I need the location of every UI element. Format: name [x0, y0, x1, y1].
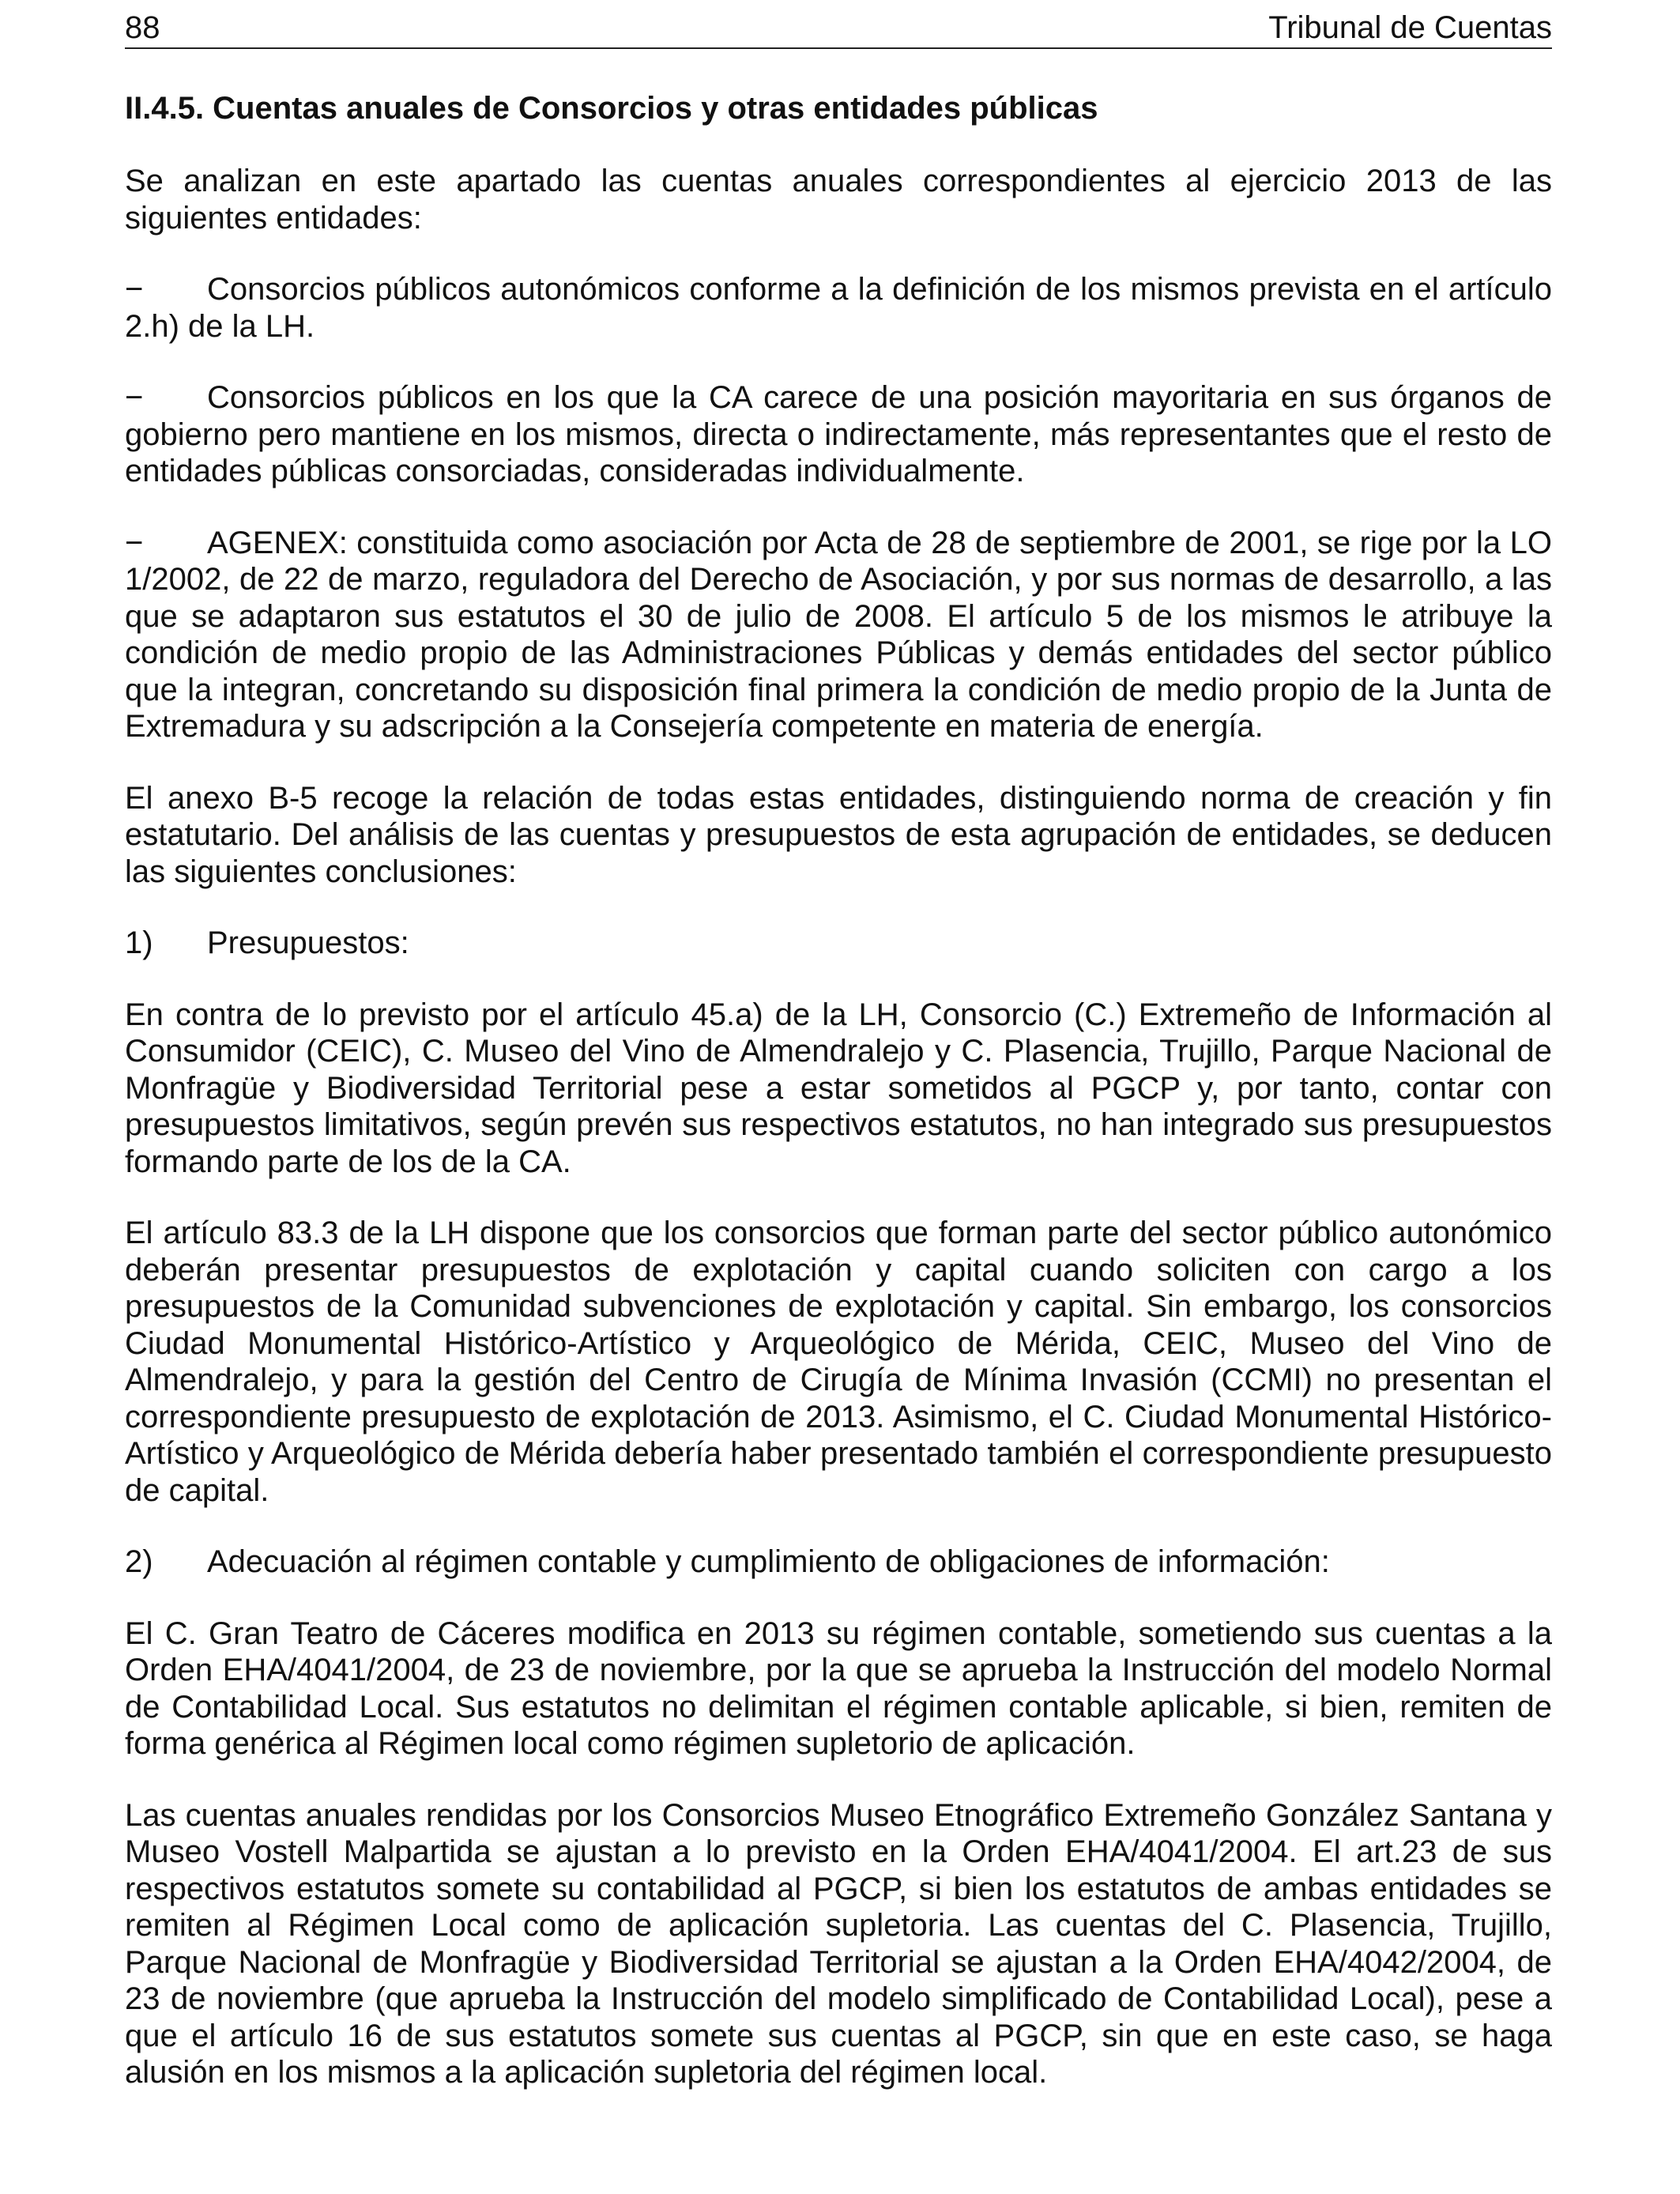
budget-paragraph-1: En contra de lo previsto por el artículo 45.a) de la LH, Consorcio (C.) Extremeño de Información al Consumidor (CEIC), C. Museo del Vino de Almendralejo y C. Plasencia, Trujillo, Parque Nacional de Monfragüe y Biodiversidad Territorial pese a estar sometidos al PGCP y, por tanto, contar con presupuestos limitativos, según prevén sus respectivos estatutos, no han integrado sus presupuestos formando parte de los de la CA.	[125, 997, 1552, 1179]
annex-paragraph: El anexo B-5 recoge la relación de todas estas entidades, distinguiendo norma de creación y fin estatutario. Del análisis de las cuentas y presupuestos de esta agrupación de entidades, se deducen las siguientes conclusiones:	[125, 780, 1552, 889]
page-number: 88	[125, 10, 160, 45]
section-heading: II.4.5. Cuentas anuales de Consorcios y otras entidades públicas	[125, 91, 1098, 126]
list-item-text: Consorcios públicos autonómicos conforme a la definición de los mismos prevista en el artículo 2.h) de la LH.	[125, 272, 1552, 344]
list-item-text: Consorcios públicos en los que la CA carece de una posición mayoritaria en sus órganos de gobierno pero mantiene en los mismos, directa o indirectamente, más representantes que el resto de entidades públicas consorciadas, consideradas individualmente.	[125, 380, 1552, 488]
numbered-heading-presupuestos	[125, 925, 1552, 962]
dash-marker: −	[125, 525, 144, 560]
dash-marker: −	[125, 380, 144, 415]
number-marker: 2)	[125, 1544, 153, 1579]
numbered-heading-regimen-contable	[125, 1544, 1552, 1581]
list-item-consorcios-autonomicos	[125, 271, 1552, 345]
list-item-consorcios-minoritarios	[125, 379, 1552, 490]
list-item-text: AGENEX: constituida como asociación por Acta de 28 de septiembre de 2001, se rige por la LO 1/2002, de 22 de marzo, reguladora del Derecho de Asociación, y por sus normas de desarrollo, a las que se adaptaron sus estatutos el 30 de julio de 2008. El artículo 5 de los mismos le atribuye la condición de medio propio de las Administraciones Públicas y demás entidades del sector público que la integran, concretando su disposición final primera la condición de medio propio de la Junta de Extremadura y su adscripción a la Consejería competente en materia de energía.	[125, 525, 1552, 744]
accounting-paragraph-1: El C. Gran Teatro de Cáceres modifica en 2013 su régimen contable, sometiendo sus cuentas a la Orden EHA/4041/2004, de 23 de noviembre, por la que se aprueba la Instrucción del modelo Normal de Contabilidad Local. Sus estatutos no delimitan el régimen contable aplicable, si bien, remiten de forma genérica al Régimen local como régimen supletorio de aplicación.	[125, 1615, 1552, 1761]
budget-paragraph-2: El artículo 83.3 de la LH dispone que los consorcios que forman parte del sector público autonómico deberán presentar presupuestos de explotación y capital cuando soliciten con cargo a los presupuestos de la Comunidad subvenciones de explotación y capital. Sin embargo, los consorcios Ciudad Monumental Histórico-Artístico y Arqueológico de Mérida, CEIC, Museo del Vino de Almendralejo, y para la gestión del Centro de Cirugía de Mínima Invasión (CCMI) no presentan el correspondiente presupuesto de explotación de 2013. Asimismo, el C. Ciudad Monumental Histórico-Artístico y Arqueológico de Mérida debería haber presentado también el correspondiente presupuesto de capital.	[125, 1216, 1552, 1508]
page-body	[125, 89, 1552, 2126]
intro-paragraph: Se analizan en este apartado las cuentas anuales correspondientes al ejercicio 2013 de las siguientes entidades:	[125, 164, 1552, 236]
number-marker: 1)	[125, 925, 153, 960]
page-header	[125, 8, 1552, 49]
numbered-heading-text: Adecuación al régimen contable y cumplimiento de obligaciones de información:	[207, 1544, 1330, 1579]
accounting-paragraph-2: Las cuentas anuales rendidas por los Consorcios Museo Etnográfico Extremeño González Santana y Museo Vostell Malpartida se ajustan a lo previsto en la Orden EHA/4041/2004. El art.23 de sus respectivos estatutos somete su contabilidad al PGCP, si bien los estatutos de ambas entidades se remiten al Régimen Local como de aplicación supletoria. Las cuentas del C. Plasencia, Trujillo, Parque Nacional de Monfragüe y Biodiversidad Territorial se ajustan a la Orden EHA/4042/2004, de 23 de noviembre (que aprueba la Instrucción del modelo simplificado de Contabilidad Local), pese a que el artículo 16 de sus estatutos somete sus cuentas al PGCP, sin que en este caso, se haga alusión en los mismos a la aplicación supletoria del régimen local.	[125, 1797, 1552, 2090]
dash-marker: −	[125, 272, 144, 307]
numbered-heading-text: Presupuestos:	[207, 925, 409, 960]
list-item-agenex	[125, 525, 1552, 745]
running-title: Tribunal de Cuentas	[1268, 10, 1552, 45]
